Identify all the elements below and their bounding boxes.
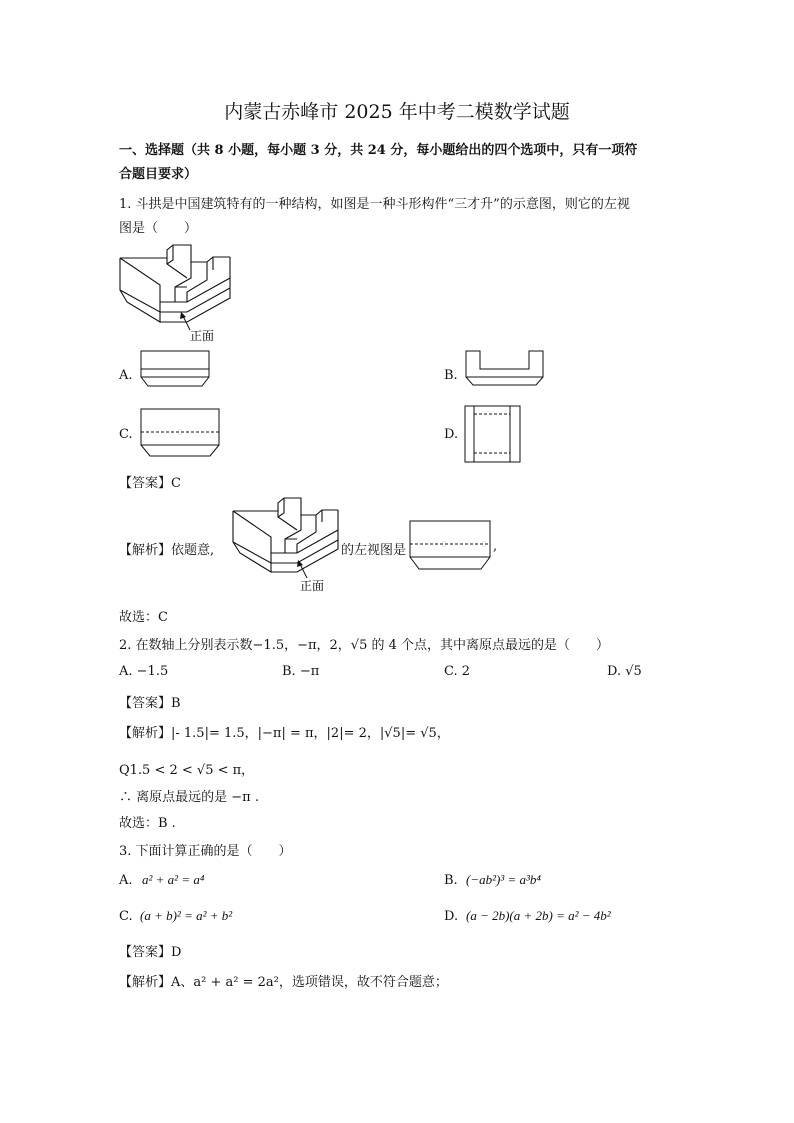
q2-answer: 【答案】B (119, 696, 181, 711)
q3-option-c[interactable]: (a + b)² = a² + b² (140, 908, 233, 923)
section-heading-line1: 一、选择题（共 8 小题，每小题 3 分，共 24 分，每小题给出的四个选项中，只有一项符 (119, 143, 638, 158)
q2-option-b[interactable]: B. −π (282, 664, 320, 679)
section-heading-line2: 合题目要求） (119, 167, 198, 182)
q3-option-d[interactable]: (a − 2b)(a + 2b) = a² − 4b² (466, 908, 611, 923)
q2-conclusion: 故选：B . (119, 816, 176, 831)
q1-conclusion: 故选：C (119, 610, 168, 625)
q1-figure-label: 正面 (190, 329, 215, 343)
q3-option-b-label[interactable]: B. (444, 873, 458, 888)
q1-analysis-figure (228, 494, 344, 596)
q3-option-d-label[interactable]: D. (444, 909, 459, 924)
q3-option-a[interactable]: a² + a² = a⁴ (142, 872, 205, 887)
q1-option-a-label[interactable]: A. (119, 368, 133, 383)
q1-analysis-figure-label: 正面 (300, 579, 325, 593)
q1-option-d-figure[interactable] (463, 404, 523, 466)
q1-stem-line2: 图是（ ） (119, 221, 198, 236)
q1-option-c-label[interactable]: C. (119, 427, 133, 442)
q1-analysis-answer-figure (407, 518, 498, 574)
q3-analysis: 【解析】A、a² + a² = 2a²，选项错误，故不符合题意； (119, 975, 448, 990)
q1-analysis-mid: 的左视图是 (341, 543, 407, 558)
q2-analysis-line2: Q1.5 < 2 < √5 < π， (119, 763, 255, 778)
q2-option-d[interactable]: D. √5 (607, 664, 642, 679)
page-title: 内蒙古赤峰市 2025 年中考二模数学试题 (224, 101, 570, 123)
q1-option-b-figure[interactable] (463, 349, 549, 399)
q2-analysis: 【解析】|- 1.5|= 1.5，|−π| = π，|2|= 2，|√5|= √5， (119, 726, 450, 741)
q3-answer: 【答案】D (119, 945, 182, 960)
q3-option-b[interactable]: (−ab²)³ = a³b⁴ (466, 872, 541, 887)
q2-analysis-line3: ∴ 离原点最远的是 −π . (119, 790, 259, 805)
q2-option-a[interactable]: A. −1.5 (119, 664, 169, 679)
q3-option-a-label[interactable]: A. (119, 873, 133, 888)
q1-option-a-figure[interactable] (138, 349, 212, 397)
q1-option-b-label[interactable]: B. (444, 368, 458, 383)
q3-stem: 3. 下面计算正确的是（ ） (119, 844, 292, 859)
q1-dougong-figure (115, 240, 235, 350)
q2-option-c[interactable]: C. 2 (444, 664, 471, 679)
q1-option-d-label[interactable]: D. (444, 427, 459, 442)
q2-stem: 2. 在数轴上分别表示数−1.5，−π，2，√5 的 4 个点，其中离原点最远的是（ ） (119, 638, 610, 653)
q1-option-c-figure[interactable] (138, 406, 224, 460)
q3-option-c-label[interactable]: C. (119, 909, 133, 924)
q1-answer: 【答案】C (119, 476, 181, 491)
q1-stem-line1: 1. 斗拱是中国建筑特有的一种结构，如图是一种斗形构件“三才升”的示意图，则它的左视 (119, 197, 630, 212)
q1-analysis-suffix: , (493, 539, 498, 554)
q1-analysis-prefix: 【解析】依题意, (119, 543, 215, 558)
